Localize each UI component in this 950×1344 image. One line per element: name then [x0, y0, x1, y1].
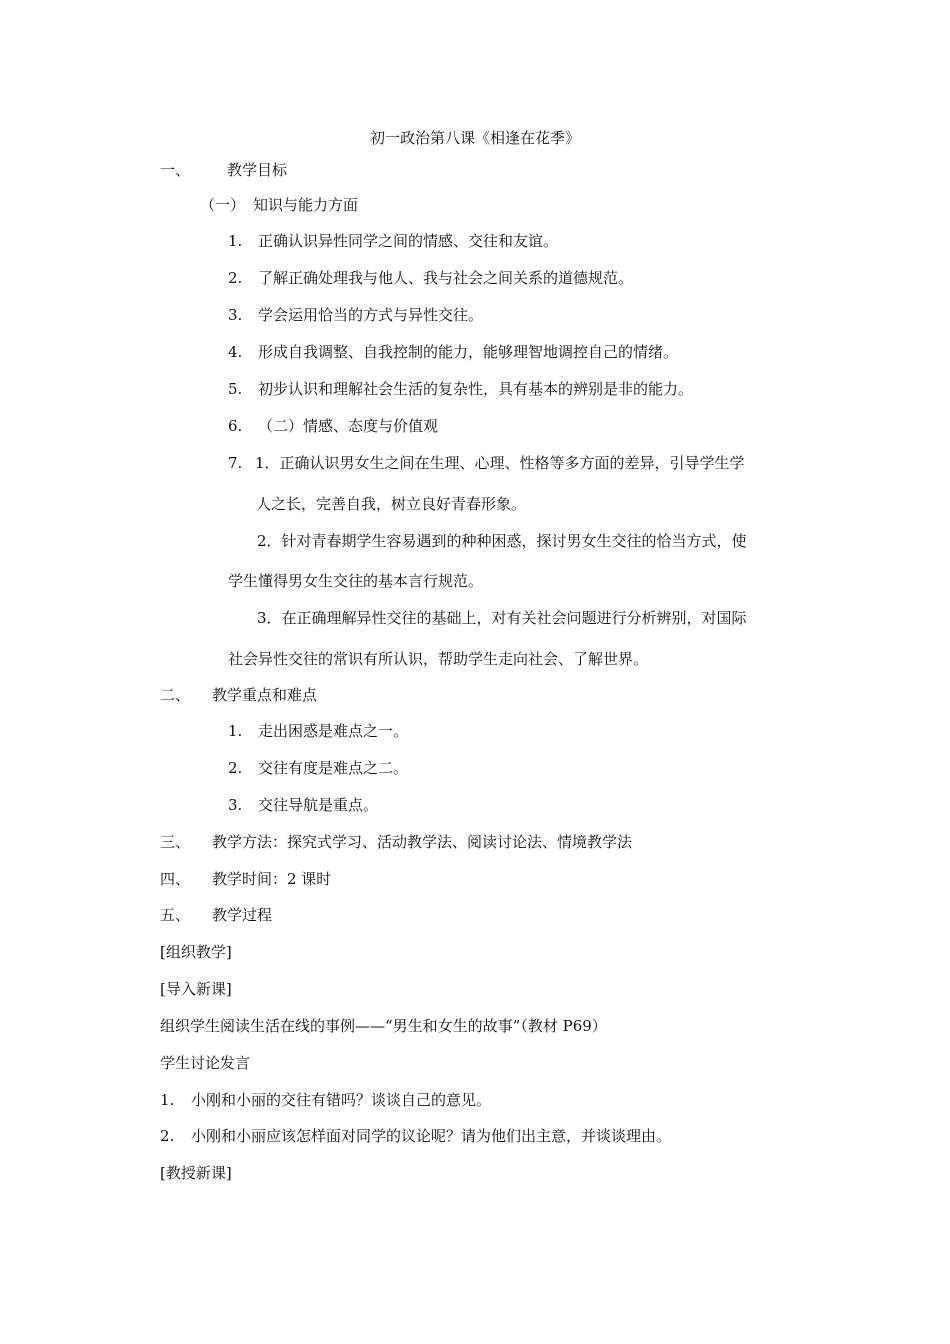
list-item-number: 7.: [228, 454, 243, 472]
list-item-text: 小刚和小丽的交往有错吗？谈谈自己的意见。: [191, 1091, 492, 1109]
section-5-heading: 教学过程: [212, 906, 273, 924]
list-item-text: 交往导航是重点。: [258, 796, 379, 814]
list-item-text: 正确认识异性同学之间的情感、交往和友谊。: [258, 232, 559, 250]
list-item-number: 3.: [228, 796, 243, 814]
paragraph-line: 学生讨论发言: [160, 1054, 251, 1072]
list-item-text: 了解正确处理我与他人、我与社会之间关系的道德规范。: [258, 269, 634, 287]
paragraph-continuation: 人之长，完善自我，树立良好青春形象。: [256, 495, 527, 513]
paragraph-line: 2．针对青春期学生容易遇到的种种困惑，探讨男女生交往的恰当方式，使: [257, 532, 747, 550]
list-item-text: 走出困惑是难点之一。: [258, 722, 409, 740]
section-3-heading: 教学方法：探究式学习、活动教学法、阅读讨论法、情境教学法: [212, 833, 633, 851]
list-item-number: 2.: [160, 1127, 175, 1145]
paragraph-line: 组织学生阅读生活在线的事例——“男生和女生的故事”（教材 P69）: [160, 1017, 607, 1035]
list-item-number: 1.: [160, 1091, 175, 1109]
bracket-tag: [组织教学]: [160, 943, 232, 961]
paragraph-line: 学生懂得男女生交往的基本言行规范。: [228, 572, 484, 590]
list-item-number: 4.: [228, 343, 243, 361]
section-2-heading: 教学重点和难点: [212, 686, 318, 704]
list-item-number: 5.: [228, 380, 243, 398]
section-1-number: 一、: [160, 161, 191, 179]
list-item-number: 3.: [228, 306, 243, 324]
list-item-number: 2.: [228, 759, 243, 777]
subsection-1-heading: 知识与能力方面: [253, 196, 359, 214]
list-item-number: 1.: [228, 722, 243, 740]
list-item-text: 学会运用恰当的方式与异性交往。: [258, 306, 484, 324]
list-item-number: 1.: [228, 232, 243, 250]
list-item-text: 交往有度是难点之二。: [258, 759, 409, 777]
subsection-1-number: （一）: [200, 196, 246, 214]
bracket-tag: [导入新课]: [160, 980, 232, 998]
list-item-text: 1．正确认识男女生之间在生理、心理、性格等多方面的差异，引导学生学: [255, 454, 745, 472]
section-2-number: 二、: [160, 686, 191, 704]
list-item-text: 小刚和小丽应该怎样面对同学的议论呢？请为他们出主意，并谈谈理由。: [191, 1127, 672, 1145]
list-item-number: 6.: [228, 417, 243, 435]
list-item-text: （二）情感、态度与价值观: [258, 417, 439, 435]
section-1-heading: 教学目标: [227, 161, 288, 179]
section-4-number: 四、: [160, 870, 191, 888]
bracket-tag: [教授新课]: [160, 1164, 232, 1182]
section-5-number: 五、: [160, 906, 191, 924]
document-title: 初一政治第八课《相逢在花季》: [369, 129, 580, 147]
section-4-heading: 教学时间：2 课时: [212, 870, 332, 888]
list-item-text: 形成自我调整、自我控制的能力，能够理智地调控自己的情绪。: [258, 343, 679, 361]
section-3-number: 三、: [160, 833, 191, 851]
paragraph-line: 3．在正确理解异性交往的基础上，对有关社会问题进行分析辨别，对国际: [257, 609, 747, 627]
paragraph-line: 社会异性交往的常识有所认识，帮助学生走向社会、了解世界。: [228, 650, 649, 668]
list-item-text: 初步认识和理解社会生活的复杂性，具有基本的辨别是非的能力。: [258, 380, 694, 398]
list-item-number: 2.: [228, 269, 243, 287]
